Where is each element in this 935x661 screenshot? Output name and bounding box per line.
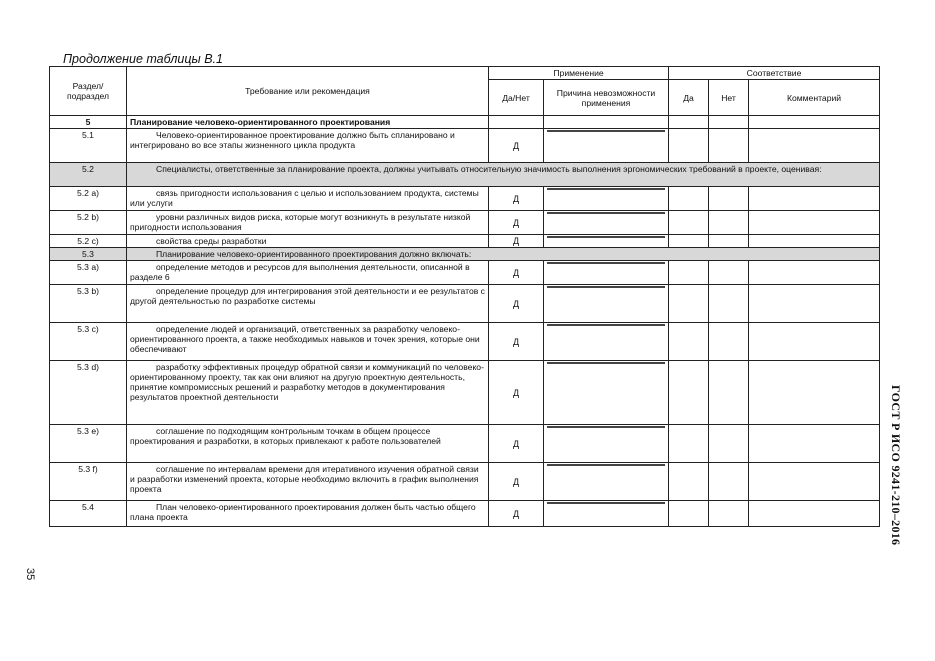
conformity-yes-cell	[669, 501, 709, 527]
comment-cell	[749, 261, 880, 285]
yes-no-value: Д	[489, 261, 544, 285]
conformity-yes-cell	[669, 211, 709, 235]
empty-cell	[669, 116, 709, 129]
comment-cell	[749, 501, 880, 527]
conformity-yes-cell	[669, 261, 709, 285]
reason-field	[547, 262, 665, 264]
comment-cell	[749, 235, 880, 248]
section-number: 5.3 c)	[50, 323, 127, 361]
empty-cell	[489, 116, 544, 129]
comment-cell	[749, 211, 880, 235]
yes-no-value: Д	[489, 501, 544, 527]
section-number: 5.3 b)	[50, 285, 127, 323]
table-row	[50, 116, 880, 129]
yes-no-value: Д	[489, 129, 544, 163]
reason-field	[547, 236, 665, 238]
reason-field	[547, 130, 665, 132]
conformity-no-cell	[709, 235, 749, 248]
requirement-text: Человеко-ориентированное проектирование должно быть спланировано и интегрировано во все этапы жизненного цикла продукта	[127, 129, 489, 163]
table-body	[50, 116, 880, 527]
conformity-yes-cell	[669, 463, 709, 501]
conformity-no-cell	[709, 261, 749, 285]
section-number: 5.3 e)	[50, 425, 127, 463]
header-section: Раздел/ подраздел	[50, 67, 127, 116]
conformity-yes-cell	[669, 285, 709, 323]
yes-no-value: Д	[489, 463, 544, 501]
table-row	[50, 211, 880, 235]
reason-field	[547, 212, 665, 214]
section-number: 5.2 c)	[50, 235, 127, 248]
table-row	[50, 235, 880, 248]
header-application: Применение	[489, 67, 669, 80]
section-number: 5	[50, 116, 127, 129]
requirement-text: определение процедур для интегрирования этой деятельности и ее результатов с другой деятельностью по разработке системы	[127, 285, 489, 323]
reason-field	[547, 426, 665, 428]
header-comment: Комментарий	[749, 80, 880, 116]
conformity-yes-cell	[669, 323, 709, 361]
conformity-no-cell	[709, 187, 749, 211]
reason-cell	[544, 361, 669, 425]
table-row	[50, 261, 880, 285]
requirement-text: План человеко-ориентированного проектирования должен быть частью общего плана проекта	[127, 501, 489, 527]
reason-cell	[544, 285, 669, 323]
yes-no-value: Д	[489, 425, 544, 463]
comment-cell	[749, 129, 880, 163]
section-number: 5.3 f)	[50, 463, 127, 501]
table-row	[50, 163, 880, 187]
comment-cell	[749, 361, 880, 425]
header-yes-no: Да/Нет	[489, 80, 544, 116]
section-number: 5.2	[50, 163, 127, 187]
conformity-no-cell	[709, 425, 749, 463]
conformity-no-cell	[709, 463, 749, 501]
reason-cell	[544, 323, 669, 361]
reason-field	[547, 324, 665, 326]
comment-cell	[749, 187, 880, 211]
reason-cell	[544, 425, 669, 463]
empty-cell	[544, 116, 669, 129]
yes-no-value: Д	[489, 211, 544, 235]
empty-cell	[709, 116, 749, 129]
reason-cell	[544, 463, 669, 501]
comment-cell	[749, 323, 880, 361]
reason-cell	[544, 187, 669, 211]
requirement-text: соглашение по подходящим контрольным точкам в общем процессе проектирования и разработки, в которых привлекают к работе пользователей	[127, 425, 489, 463]
reason-cell	[544, 501, 669, 527]
conformity-no-cell	[709, 211, 749, 235]
table-row	[50, 285, 880, 323]
header-no: Нет	[709, 80, 749, 116]
reason-cell	[544, 211, 669, 235]
yes-no-value: Д	[489, 187, 544, 211]
table-row	[50, 463, 880, 501]
table-row	[50, 129, 880, 163]
conformity-no-cell	[709, 285, 749, 323]
conformity-yes-cell	[669, 235, 709, 248]
reason-field	[547, 464, 665, 466]
yes-no-value: Д	[489, 361, 544, 425]
section-number: 5.2 a)	[50, 187, 127, 211]
conformance-table	[49, 66, 880, 527]
conformity-yes-cell	[669, 129, 709, 163]
reason-field	[547, 286, 665, 288]
table-row	[50, 323, 880, 361]
section-number: 5.3	[50, 248, 127, 261]
requirement-text: соглашение по интервалам времени для итеративного изучения обратной связи и разработки изменений проекта, которые необходимо включить в график выполнения проекта	[127, 463, 489, 501]
conformity-yes-cell	[669, 361, 709, 425]
comment-cell	[749, 285, 880, 323]
requirement-text: определение методов и ресурсов для выполнения деятельности, описанной в разделе 6	[127, 261, 489, 285]
section-number: 5.2 b)	[50, 211, 127, 235]
table-caption: Продолжение таблицы В.1	[63, 52, 223, 66]
requirement-text: уровни различных видов риска, которые могут возникнуть в результате низкой пригодности использования	[127, 211, 489, 235]
table-row	[50, 361, 880, 425]
requirement-text: свойства среды разработки	[127, 235, 489, 248]
reason-field	[547, 502, 665, 504]
conformity-no-cell	[709, 501, 749, 527]
conformity-yes-cell	[669, 425, 709, 463]
requirement-text: Планирование человеко-ориентированного проектирования должно включать:	[127, 248, 880, 261]
header-conformity: Соответствие	[669, 67, 880, 80]
reason-field	[547, 362, 665, 364]
table-row	[50, 501, 880, 527]
requirement-text: определение людей и организаций, ответственных за разработку человеко-ориентированного проекта, а также необходимых навыков и точек зрения, которые они обеспечивают	[127, 323, 489, 361]
section-number: 5.4	[50, 501, 127, 527]
conformity-no-cell	[709, 323, 749, 361]
reason-field	[547, 188, 665, 190]
conformity-no-cell	[709, 129, 749, 163]
yes-no-value: Д	[489, 323, 544, 361]
section-number: 5.3 a)	[50, 261, 127, 285]
comment-cell	[749, 463, 880, 501]
requirement-text: разработку эффективных процедур обратной связи и коммуникаций по человеко-ориентированному проекту, так как они влияют на другую проектную деятельность, принятие компромиссных решений и разработку методов в документирования результатов проектной деятельности	[127, 361, 489, 425]
empty-cell	[749, 116, 880, 129]
requirement-text: связь пригодности использования с целью и использованием продукта, системы или услуги	[127, 187, 489, 211]
comment-cell	[749, 425, 880, 463]
yes-no-value: Д	[489, 235, 544, 248]
conformity-yes-cell	[669, 187, 709, 211]
table-row	[50, 187, 880, 211]
section-number: 5.3 d)	[50, 361, 127, 425]
section-number: 5.1	[50, 129, 127, 163]
table-row	[50, 425, 880, 463]
table-row	[50, 248, 880, 261]
page-number: 35	[24, 568, 36, 581]
header-yes: Да	[669, 80, 709, 116]
header-requirement: Требование или рекомендация	[127, 67, 489, 116]
requirement-text: Специалисты, ответственные за планирование проекта, должны учитывать относительную значимость выполнения эргономических требований в проекте, оценивая:	[127, 163, 880, 187]
reason-cell	[544, 129, 669, 163]
standard-designation: ГОСТ Р ИСО 9241-210–2016	[889, 385, 903, 546]
conformity-no-cell	[709, 361, 749, 425]
reason-cell	[544, 261, 669, 285]
reason-cell	[544, 235, 669, 248]
requirement-text: Планирование человеко-ориентированного проектирования	[127, 116, 489, 129]
yes-no-value: Д	[489, 285, 544, 323]
header-reason: Причина невозможности применения	[544, 80, 669, 116]
